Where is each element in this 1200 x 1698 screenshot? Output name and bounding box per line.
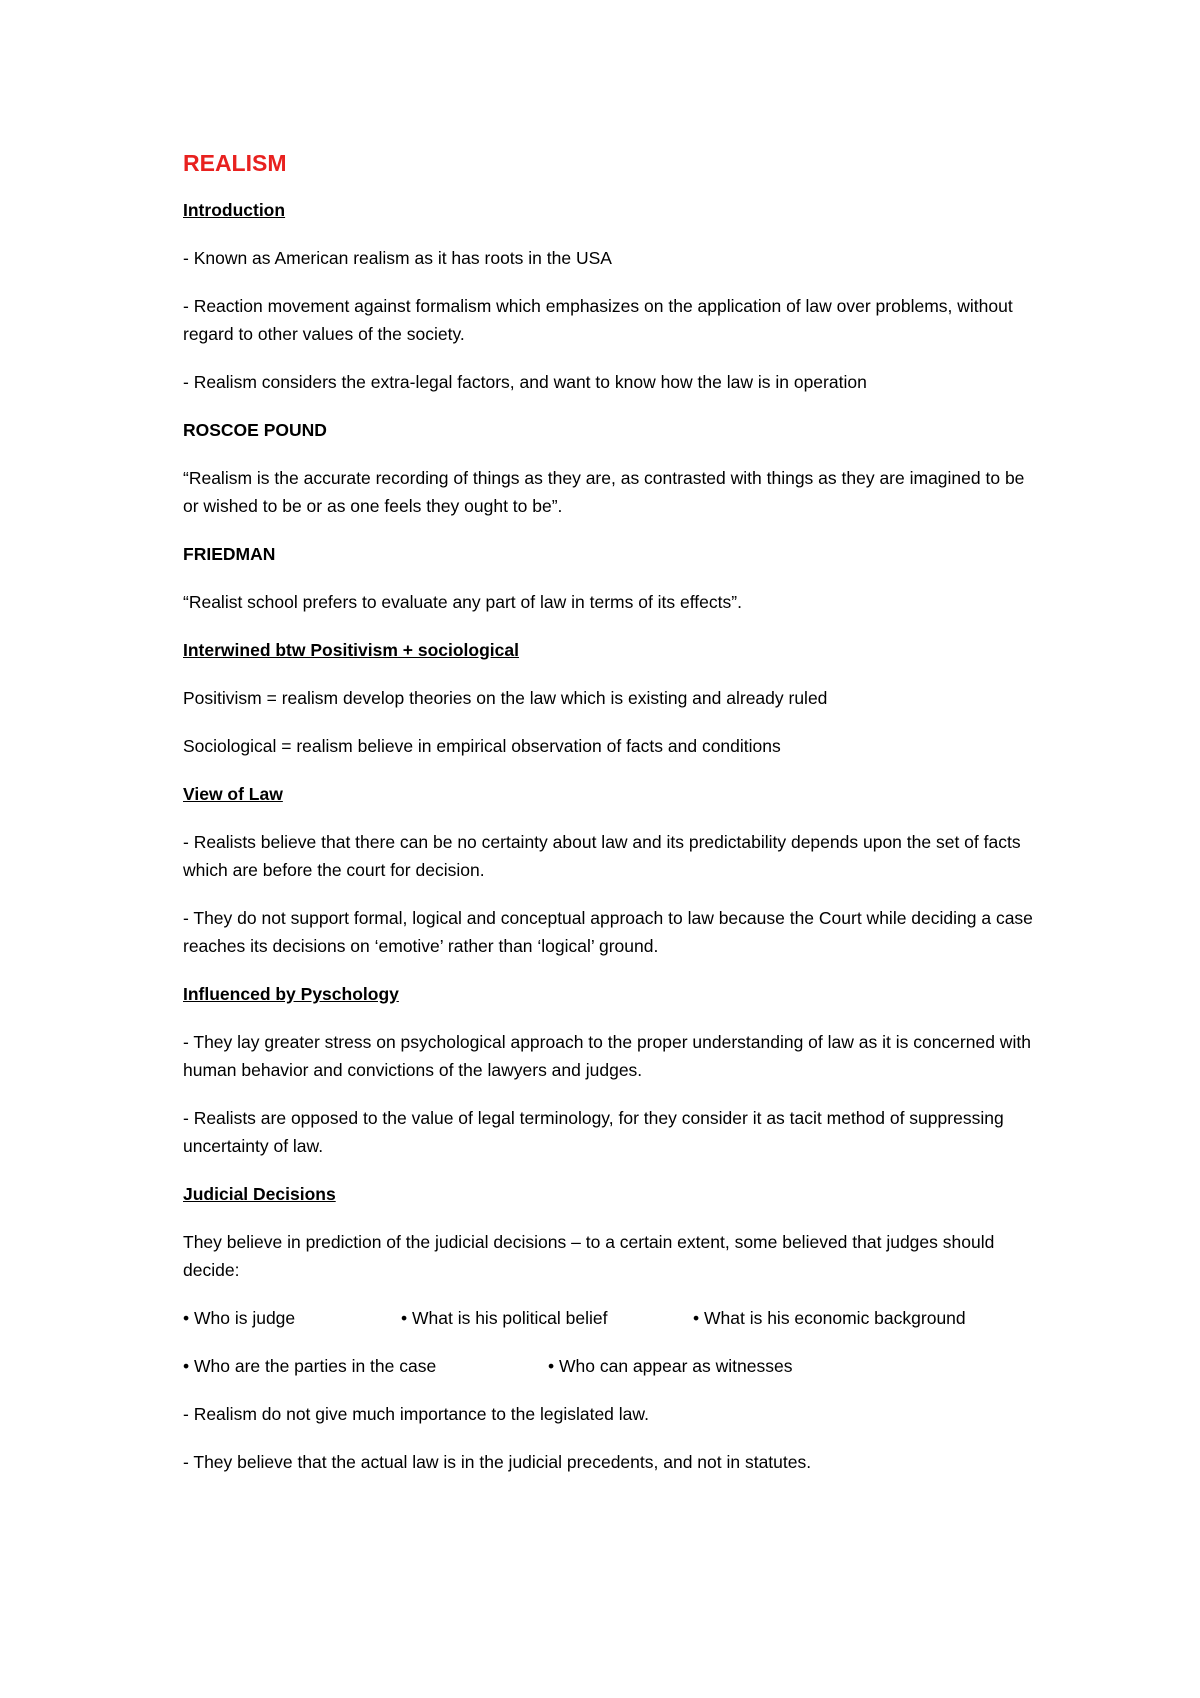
bullet-row [183, 1304, 1043, 1332]
bullet-item: • Who are the parties in the case [183, 1356, 437, 1376]
paragraph: - Known as American realism as it has roots in the USA [183, 248, 612, 268]
paragraph: - They lay greater stress on psychological approach to the proper understanding of law as it is concerned with human behavior and convictions of the lawyers and judges. [183, 1032, 1031, 1080]
heading-judicial-decisions: Judicial Decisions [183, 1184, 336, 1204]
paragraph: - They do not support formal, logical and conceptual approach to law because the Court while deciding a case reaches its decisions on ‘emotive’ rather than ‘logical’ ground. [183, 908, 1033, 956]
bullet-item: • Who can appear as witnesses [548, 1356, 793, 1376]
quote-friedman: “Realist school prefers to evaluate any part of law in terms of its effects”. [183, 592, 742, 612]
paragraph: - Realists believe that there can be no certainty about law and its predictability depends upon the set of facts which are before the court for decision. [183, 832, 1021, 880]
heading-psychology: Influenced by Pyschology [183, 984, 399, 1004]
document-title: REALISM [183, 150, 287, 176]
heading-introduction: Introduction [183, 200, 286, 220]
heading-interwined: Interwined btw Positivism + sociological [183, 640, 519, 660]
bullet-row [183, 1352, 1043, 1380]
heading-roscoe-pound: ROSCOE POUND [183, 420, 327, 440]
bullet-item: • Who is judge [183, 1308, 296, 1328]
quote-roscoe-pound: “Realism is the accurate recording of things as they are, as contrasted with things as they are imagined to be or wished to be or as one feels they ought to be”. [183, 468, 1025, 516]
bullet-item: • What is his economic background [693, 1308, 966, 1328]
paragraph: - Realism considers the extra-legal factors, and want to know how the law is in operation [183, 372, 867, 392]
heading-view-of-law: View of Law [183, 784, 283, 804]
heading-friedman: FRIEDMAN [183, 544, 276, 564]
paragraph: Sociological = realism believe in empirical observation of facts and conditions [183, 736, 781, 756]
paragraph: - Realists are opposed to the value of legal terminology, for they consider it as tacit method of suppressing uncertainty of law. [183, 1108, 1004, 1156]
document-body [183, 148, 1043, 1496]
paragraph: - Realism do not give much importance to the legislated law. [183, 1404, 649, 1424]
paragraph: They believe in prediction of the judicial decisions – to a certain extent, some believed that judges should decide: [183, 1232, 995, 1280]
bullet-item: • What is his political belief [401, 1308, 608, 1328]
paragraph: - Reaction movement against formalism which emphasizes on the application of law over problems, without regard to other values of the society. [183, 296, 1013, 344]
paragraph: Positivism = realism develop theories on the law which is existing and already ruled [183, 688, 828, 708]
paragraph: - They believe that the actual law is in the judicial precedents, and not in statutes. [183, 1452, 812, 1472]
